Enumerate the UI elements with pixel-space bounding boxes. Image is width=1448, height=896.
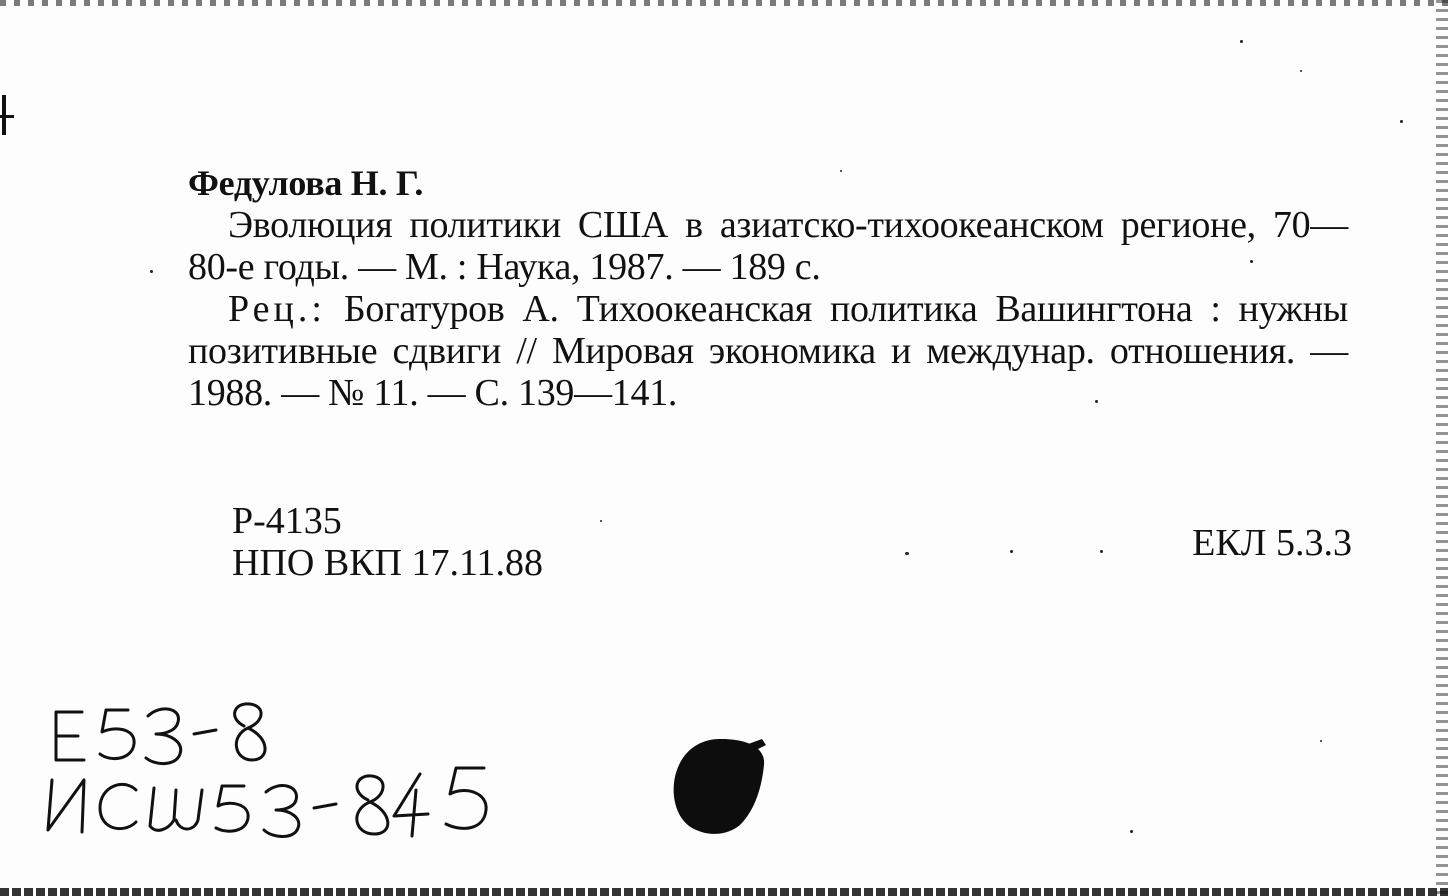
speck: [1400, 120, 1403, 123]
speck: [1010, 550, 1013, 553]
speck: [905, 552, 909, 555]
scan-bottom-border: [0, 888, 1448, 896]
speck: [1300, 70, 1302, 72]
ink-blot: [670, 735, 770, 837]
author-heading: Федулова Н. Г.: [188, 163, 424, 203]
scan-right-edge: [1436, 0, 1448, 896]
shelfmark: [232, 500, 543, 584]
speck: [1240, 40, 1243, 43]
scan-top-border: [0, 0, 1448, 6]
classification-code: ЕКЛ 5.3.3: [1192, 522, 1352, 564]
shelfmark-date: НПО ВКП 17.11.88: [232, 542, 544, 584]
speck: [1100, 550, 1103, 553]
speck: [150, 270, 153, 273]
review-label: Рец.:: [228, 288, 326, 330]
scan-left-mark: [0, 95, 14, 135]
speck: [600, 520, 602, 522]
review-paragraph: [188, 288, 1348, 414]
speck: [1320, 740, 1322, 742]
shelfmark-number: Р-4135: [232, 500, 342, 542]
speck: [1130, 830, 1133, 833]
title-description: Эволюция политики США в азиатско-тихоокеанском регионе, 70—80-е годы. — М. : Наука, 1987. — 189 с.: [188, 204, 1348, 288]
handwritten-notes: [44, 690, 524, 850]
bibliographic-entry: [188, 162, 1348, 414]
review-text: Богатуров А. Тихоокеанская политика Вашингтона : нужны позитивные сдвиги // Мировая экономика и междунар. отношения. — 1988. — № 11. — С. 139—141.: [188, 288, 1348, 414]
